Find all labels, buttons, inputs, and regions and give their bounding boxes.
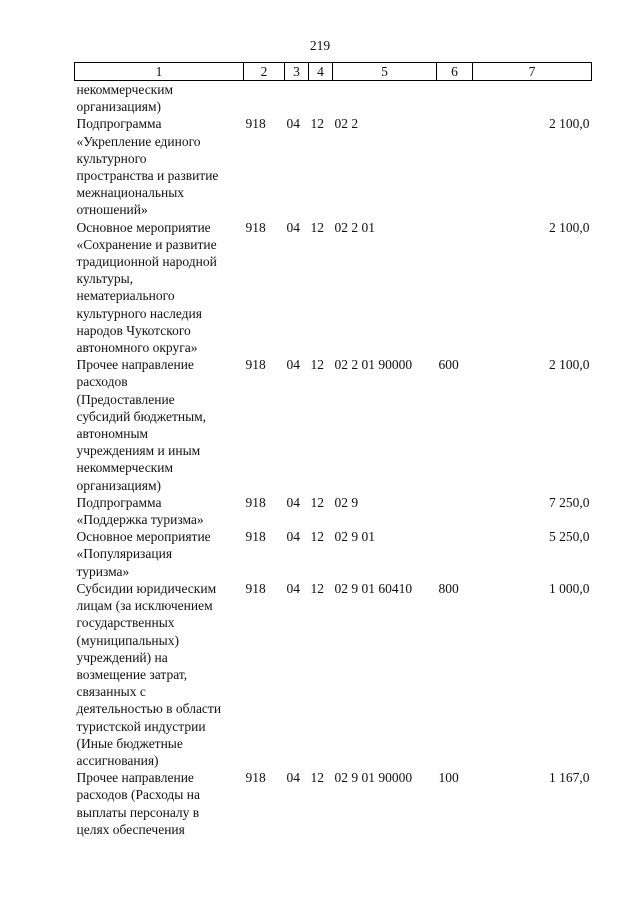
row-name: Прочее направление расходов (Расходы на выплаты персоналу в целях обеспечения bbox=[76, 770, 200, 837]
row-name: Основное мероприятие «Популяризация туризма» bbox=[76, 529, 211, 579]
header-col-7: 7 bbox=[473, 63, 592, 81]
row-target-article: 02 2 01 bbox=[334, 219, 375, 235]
row-subsection: 12 bbox=[310, 494, 324, 510]
table-body bbox=[75, 81, 592, 838]
row-name: Основное мероприятие «Сохранение и развитие традиционной народной культуры, нематериального культурного наследия народов Чукотского автономного округа» bbox=[76, 219, 217, 356]
row-expense-type: 800 bbox=[438, 580, 459, 596]
table-row bbox=[75, 115, 592, 218]
row-subsection: 12 bbox=[310, 529, 324, 545]
row-section: 04 bbox=[286, 494, 300, 510]
row-ved-code: 918 bbox=[245, 770, 266, 786]
row-target-article bbox=[333, 81, 437, 116]
row-expense-type: 100 bbox=[438, 770, 459, 786]
row-name: Субсидии юридическим лицам (за исключением государственных (муниципальных) учреждений) на возмещение затрат, связанных с деятельностью в области туристской индустрии (Иные бюджетные ассигнования) bbox=[76, 580, 222, 768]
row-ved-code: 918 bbox=[245, 219, 266, 235]
table-row bbox=[75, 528, 592, 580]
row-expense-type bbox=[437, 115, 473, 218]
header-col-3: 3 bbox=[285, 63, 309, 81]
row-target-article: 02 9 bbox=[334, 494, 359, 510]
row-amount: 2 100,0 bbox=[549, 357, 590, 373]
row-ved-code: 918 bbox=[245, 494, 266, 510]
row-ved-code: 918 bbox=[245, 580, 266, 596]
row-name: Подпрограмма «Поддержка туризма» bbox=[76, 494, 204, 528]
row-amount bbox=[473, 81, 592, 116]
table-row bbox=[75, 356, 592, 494]
row-amount: 1 167,0 bbox=[549, 770, 590, 786]
row-subsection: 12 bbox=[310, 357, 324, 373]
row-amount: 2 100,0 bbox=[549, 116, 590, 132]
row-expense-type bbox=[437, 528, 473, 580]
row-name: Прочее направление расходов (Предоставление субсидий бюджетным, автономным учреждениям и иным некоммерческим организациям) bbox=[76, 357, 207, 493]
row-ved-code: 918 bbox=[245, 529, 266, 545]
page-number: 219 bbox=[309, 38, 331, 53]
header-col-1: 1 bbox=[75, 63, 244, 81]
row-section: 04 bbox=[286, 580, 300, 596]
row-subsection: 12 bbox=[310, 219, 324, 235]
row-subsection bbox=[309, 81, 333, 116]
header-col-5: 5 bbox=[333, 63, 437, 81]
row-section: 04 bbox=[286, 116, 300, 132]
budget-table bbox=[74, 62, 592, 838]
row-ved-code: 918 bbox=[245, 357, 266, 373]
row-section: 04 bbox=[286, 770, 300, 786]
row-amount: 7 250,0 bbox=[549, 494, 590, 510]
table-header bbox=[75, 63, 592, 81]
row-target-article: 02 9 01 60410 bbox=[334, 580, 413, 596]
row-ved-code: 918 bbox=[245, 116, 266, 132]
row-section: 04 bbox=[286, 529, 300, 545]
row-section: 04 bbox=[286, 219, 300, 235]
row-amount: 2 100,0 bbox=[549, 219, 590, 235]
table-row bbox=[75, 81, 592, 116]
table-row bbox=[75, 219, 592, 357]
row-ved-code bbox=[244, 81, 285, 116]
header-col-2: 2 bbox=[244, 63, 285, 81]
row-subsection: 12 bbox=[310, 116, 324, 132]
row-subsection: 12 bbox=[310, 770, 324, 786]
table-row bbox=[75, 769, 592, 838]
row-target-article: 02 2 bbox=[334, 116, 359, 132]
row-section bbox=[285, 81, 309, 116]
row-amount: 5 250,0 bbox=[549, 529, 590, 545]
row-target-article: 02 9 01 bbox=[334, 529, 375, 545]
row-expense-type bbox=[437, 219, 473, 357]
table-row bbox=[75, 580, 592, 769]
header-col-4: 4 bbox=[309, 63, 333, 81]
row-target-article: 02 9 01 90000 bbox=[334, 770, 413, 786]
header-col-6: 6 bbox=[437, 63, 473, 81]
row-section: 04 bbox=[286, 357, 300, 373]
row-expense-type bbox=[437, 494, 473, 528]
row-name: некоммерческим организациям) bbox=[76, 82, 174, 115]
row-amount: 1 000,0 bbox=[549, 580, 590, 596]
row-expense-type: 600 bbox=[438, 357, 459, 373]
row-name: Подпрограмма «Укрепление единого культурного пространства и развитие межнациональных отношений» bbox=[76, 116, 219, 218]
row-target-article: 02 2 01 90000 bbox=[334, 357, 413, 373]
row-subsection: 12 bbox=[310, 580, 324, 596]
row-expense-type bbox=[437, 81, 473, 116]
table-row bbox=[75, 494, 592, 528]
